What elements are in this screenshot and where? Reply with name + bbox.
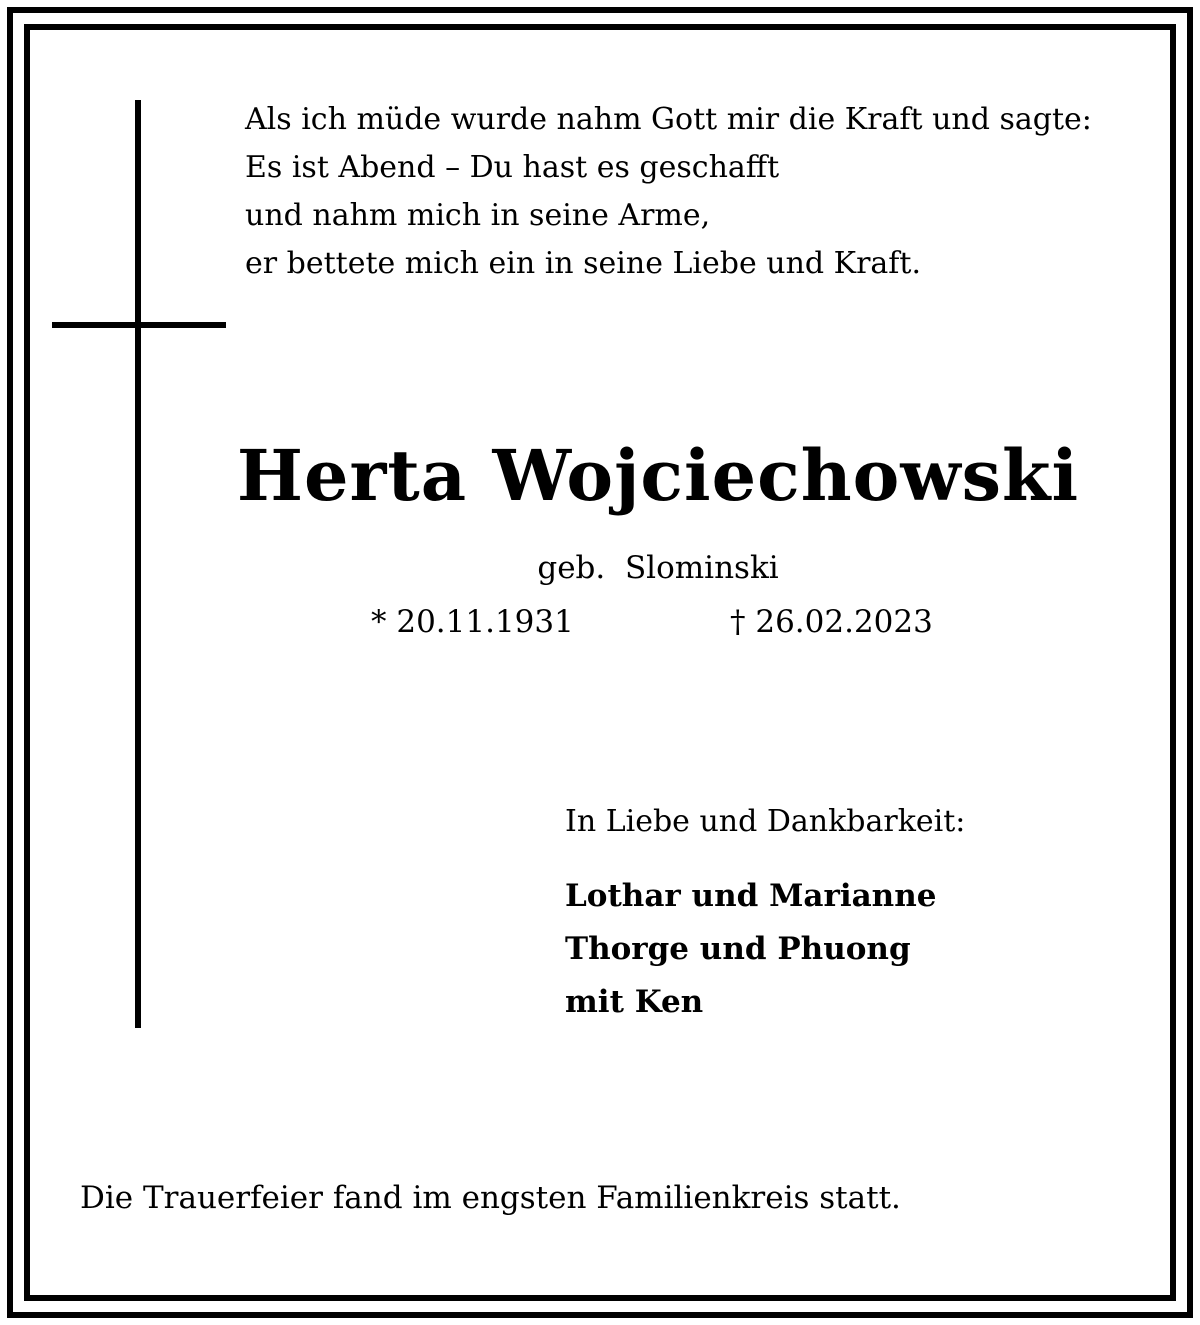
poem-line: Als ich müde wurde nahm Gott mir die Kraft und sagte: — [245, 102, 1092, 137]
poem-line: und nahm mich in seine Arme, — [245, 198, 711, 233]
mourner-entry: Thorge und Phuong — [565, 931, 911, 967]
mourner-entry: Lothar und Marianne — [565, 878, 937, 914]
birth-date: * 20.11.1931 — [371, 604, 574, 640]
thanks-line: In Liebe und Dankbarkeit: — [565, 804, 966, 839]
mourner-entry: mit Ken — [565, 984, 704, 1020]
death-date: † 26.02.2023 — [730, 604, 933, 640]
maiden-name: geb. Slominski — [537, 550, 779, 586]
deceased-name: Herta Wojciechowski — [236, 434, 1080, 517]
cross-horizontal-bar — [52, 322, 226, 328]
poem-line: er bettete mich ein in seine Liebe und Kraft. — [245, 246, 921, 281]
poem-block — [245, 96, 1145, 288]
funeral-note: Die Trauerfeier fand im engsten Familienkreis statt. — [80, 1180, 901, 1216]
mourners-list — [565, 870, 937, 1029]
poem-line: Es ist Abend – Du hast es geschafft — [245, 150, 780, 185]
